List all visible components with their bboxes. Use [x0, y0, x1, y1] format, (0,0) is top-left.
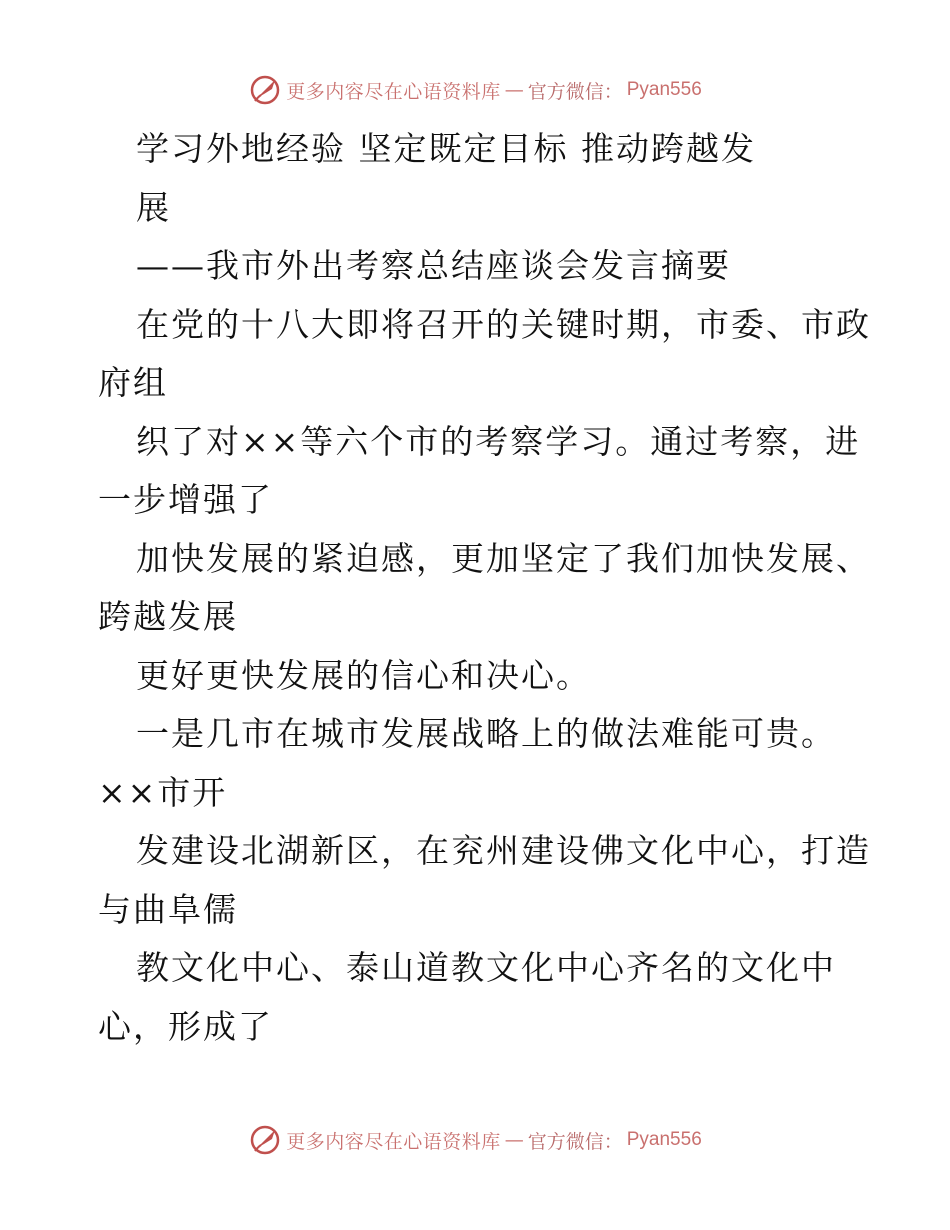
paragraph-line: 跨越发展 — [98, 597, 238, 636]
footer-banner-separator: — — [504, 1129, 524, 1151]
title-line-1: 学习外地经验 坚定既定目标 推动跨越发 — [136, 129, 756, 168]
header-banner-content — [248, 73, 702, 107]
paragraph-line: ××市开 — [98, 772, 228, 812]
footer-banner-text: 更多内容尽在心语资料库 — [286, 1130, 501, 1153]
paragraph-line: 一步增强了 — [98, 480, 273, 519]
header-banner-text: 更多内容尽在心语资料库 — [286, 80, 501, 103]
paragraph-line: 加快发展的紧迫感，更加坚定了我们加快发展、 — [136, 538, 871, 578]
paragraph-line: 教文化中心、泰山道教文化中心齐名的文化中 — [136, 948, 836, 987]
paragraph-line: 在党的十八大即将召开的关键时期，市委、市政 — [136, 304, 871, 344]
paragraph-line: 府组 — [98, 363, 168, 402]
paragraph-line: 一是几市在城市发展战略上的做法难能可贵。 — [136, 714, 836, 753]
paragraph-line: 心，形成了 — [98, 1006, 273, 1046]
paragraph-line: 发建设北湖新区，在兖州建设佛文化中心，打造 — [136, 831, 871, 870]
quill-pen-logo-icon — [248, 1123, 282, 1157]
header-banner — [0, 70, 950, 110]
paragraph-line: 织了对××等六个市的考察学习。通过考察，进 — [136, 421, 861, 461]
title-line-2: 展 — [136, 187, 171, 227]
header-banner-official-label: 官方微信： — [527, 80, 623, 103]
document-body — [98, 120, 871, 1056]
subtitle-line: ——我市外出考察总结座谈会发言摘要 — [136, 246, 731, 285]
footer-banner-content — [248, 1123, 702, 1157]
footer-banner-wechat-id: Pyan556 — [626, 1129, 702, 1150]
paragraph-line: 更好更快发展的信心和决心。 — [136, 655, 591, 695]
quill-pen-logo-icon — [248, 73, 282, 107]
footer-banner — [0, 1120, 950, 1160]
header-banner-separator: — — [504, 79, 524, 101]
footer-banner-official-label: 官方微信： — [527, 1130, 623, 1153]
paragraph-line: 与曲阜儒 — [98, 889, 238, 929]
header-banner-wechat-id: Pyan556 — [626, 79, 702, 100]
